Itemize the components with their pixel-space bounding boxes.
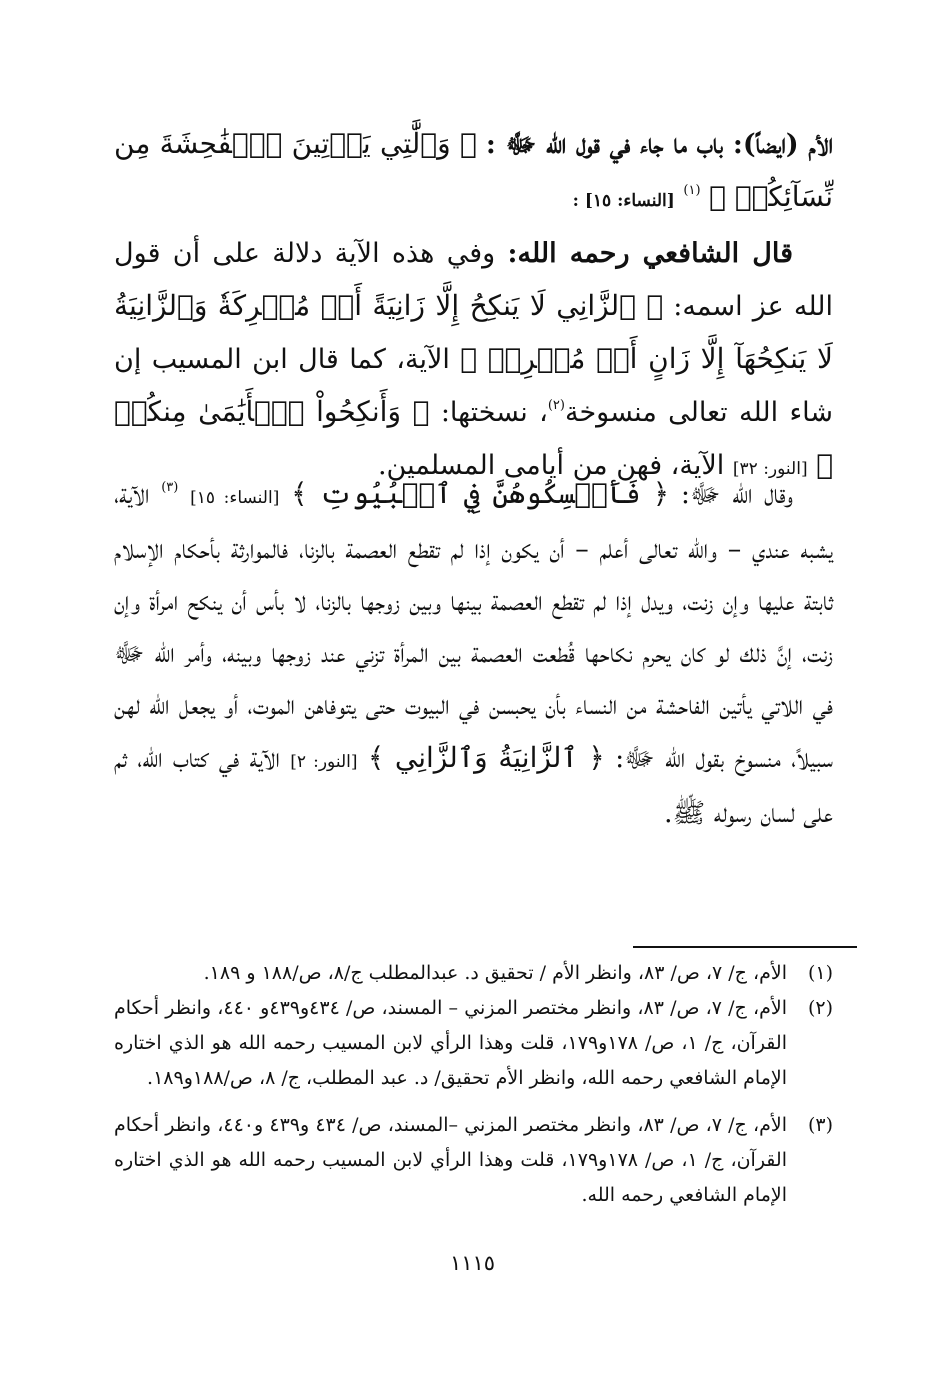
section-heading <box>114 118 833 227</box>
footnote-number: (٣) <box>807 1114 833 1136</box>
footnote-separator <box>633 946 857 948</box>
quran-verse: ﴿ وَأَنكِحُواْ ٱلۡأَيَٰمَىٰ مِنكُمۡ ﴾ <box>114 395 833 481</box>
paragraph-text: الآية، فهن من أيامى المسلمين. <box>377 450 725 481</box>
footnote-number: (١) <box>807 962 833 984</box>
paragraph-2 <box>114 468 833 840</box>
verse-reference: [النساء: ١٥] <box>190 488 280 508</box>
page-number: ١١١٥ <box>449 1251 496 1275</box>
paragraph-text: الآية في كتاب الله، ثم على لسان رسوله ﷺ. <box>114 743 833 829</box>
footnote-3 <box>114 1108 833 1213</box>
footnote-ref-3: (٣) <box>161 480 179 495</box>
footnote-number: (٢) <box>807 997 833 1019</box>
footnote-ref-1: (١) <box>683 183 701 198</box>
verse-reference: [النور: ٢] <box>290 752 358 772</box>
paragraph-1 <box>114 228 833 495</box>
paragraph-lead: قال الشافعي رحمه الله: <box>507 238 794 269</box>
paragraph-text: الآية، يشبه عندي – والله تعالى أعلم – أن يكون إذا لم تقطع العصمة بالزنا، فالموارثة بأحكام الإسلام ثابتة عليها وإن زنت، ويدل إذا لم تقطع العصمة بينها وبين زوجها بالزنا، لا بأس أن ينكح امرأة وإن زنت، إنَّ ذلك لو كان يحرم نكاحها قُطعت العصمة بين المرأة تزني عند زوجها وبينه، وأمر الله ﷻ في اللاتي يأتين الفاحشة من النساء بأن يحبسن في البيوت حتى يتوفاهن الموت، أو يجعل الله لهن سبيلاً، منسوخ بقول الله ﷻ: <box>114 479 834 774</box>
heading-label: الأم (ايضاً): باب ما جاء في قول الله ﷻ : <box>485 129 834 160</box>
footnote-text: الأم، ج/ ٧، ص/ ٨٣، وانظر مختصر المزني –المسند، ص/ ٤٣٤ و٤٣٩ و٤٤٠، وانظر أحكام القرآن، ج/ ١، ص/ ١٧٨و١٧٩، قلت وهذا الرأي لابن المسيب رحمه الله هو الذي اختاره الإمام الشافعي رحمه الله. <box>114 1114 787 1206</box>
footnote-1 <box>114 956 833 991</box>
quran-verse: ﴿ ٱلزَّانِيَةُ وَٱلزَّانِي ﴾ <box>367 741 605 774</box>
footnote-text: الأم، ج/ ٧، ص/ ٨٣، وانظر مختصر المزني – المسند، ص/ ٤٣٤و٤٣٩و ٤٤٠، وانظر أحكام القرآن، ج/ ١، ص/ ١٧٨و١٧٩، قلت وهذا الرأي لابن المسيب رحمه الله هو الذي اختاره الإمام الشافعي رحمه الله، وانظر الأم تحقيق/ د. عبد المطلب، ج/ ٨، ص/١٨٨و١٨٩. <box>114 997 788 1089</box>
footnote-2 <box>114 991 833 1096</box>
quran-verse: ﴿ وَٱلَّٰتِي يَأۡتِينَ ٱلۡفَٰحِشَةَ مِن نِّسَآئِكُمۡ ﴾ <box>114 127 833 213</box>
footnote-ref-2: (٢) <box>547 398 565 413</box>
paragraph-text: الآية، كما قال ابن المسيب إن شاء الله تعالى منسوخة <box>114 344 834 428</box>
paragraph-text: وقال الله ﷻ: <box>680 479 793 510</box>
quran-verse: ﴿ فَأَمۡسِكُوهُنَّ فِي ٱلۡبُيُوتِ ﴾ <box>291 477 670 510</box>
footnote-text: الأم، ج/ ٧، ص/ ٨٣، وانظر الأم / تحقيق د. عبدالمطلب ج/٨، ص/١٨٨ و ١٨٩. <box>203 962 787 984</box>
paragraph-text: وفي هذه الآية دلالة على أن قول الله عز اسمه: <box>114 238 833 322</box>
verse-reference: [النور: ٣٢] <box>732 459 808 479</box>
quran-verse: ﴿ ٱلزَّانِي لَا يَنكِحُ إِلَّا زَانِيَةً أَوۡ مُشۡرِكَةٗ وَٱلزَّانِيَةُ لَا يَنكِحُهَآ إِلَّا زَانٍ أَوۡ مُشۡرِكٞ ﴾ <box>114 289 833 375</box>
paragraph-text: ، نسختها: <box>440 397 548 428</box>
verse-reference: [النساء: ١٥] : <box>572 191 675 211</box>
